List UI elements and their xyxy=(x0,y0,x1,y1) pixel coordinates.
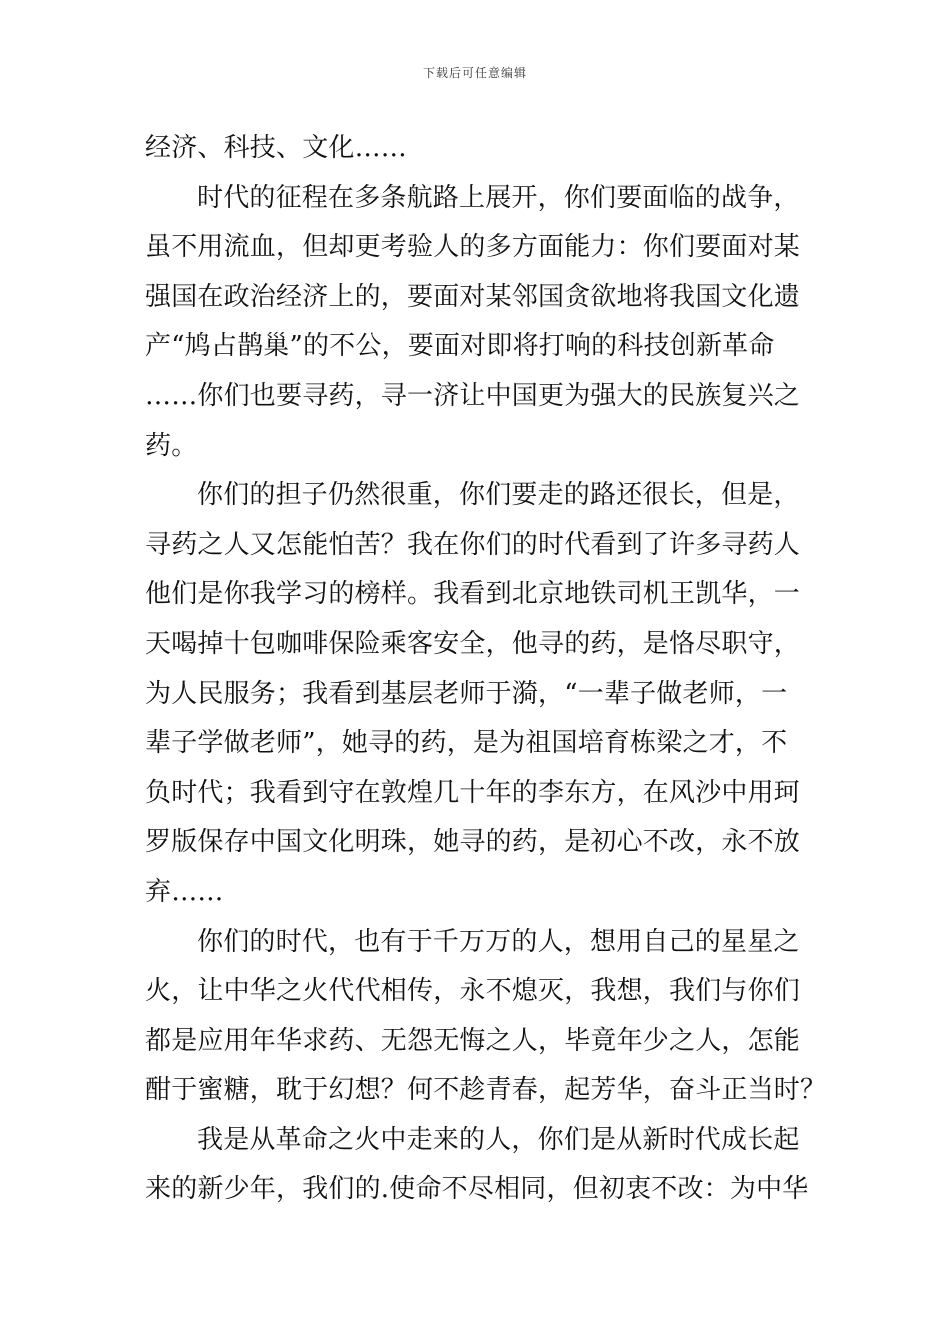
text-line: 时代的征程在多条航路上展开，你们要面临的战争， xyxy=(197,182,800,213)
text-line: 火，让中华之火代代相传，永不熄灭，我想，我们与你们 xyxy=(145,976,801,1007)
text-line: ……你们也要寻药，寻一济让中国更为强大的民族复兴之 xyxy=(145,380,801,411)
text-line: 我是从革命之火中走来的人，你们是从新时代成长起 xyxy=(197,1124,800,1155)
text-line: 产“鸠占鹊巢”的不公，要面对即将打响的科技创新革命 xyxy=(145,331,775,362)
paragraph xyxy=(145,471,810,917)
text-line: 天喝掉十包咖啡保险乘客安全，他寻的药，是恪尽职守， xyxy=(145,628,801,659)
text-line: 他们是你我学习的榜样。我看到北京地铁司机王凯华，一 xyxy=(145,579,801,610)
paragraph xyxy=(145,1116,810,1215)
text-line: 酣于蜜糖，耽于幻想？何不趁青春，起芳华，奋斗正当时？ xyxy=(145,1075,827,1106)
text-line: 寻药之人又怎能怕苦？我在你们的时代看到了许多寻药人 xyxy=(145,529,801,560)
text-line: 你们的时代，也有于千万万的人，想用自己的星星之 xyxy=(197,926,800,957)
paragraph xyxy=(145,918,827,1116)
text-line: 虽不用流血，但却更考验人的多方面能力：你们要面对某 xyxy=(145,232,801,263)
document-body xyxy=(145,124,827,1215)
text-line: 都是应用年华求药、无怨无悔之人，毕竟年少之人，怎能 xyxy=(145,1025,801,1056)
text-line: 来的新少年，我们的.使命不尽相同，但初衷不改：为中华 xyxy=(145,1174,809,1205)
paragraph xyxy=(145,174,810,472)
text-line: 药。 xyxy=(145,430,198,461)
text-line: 经济、科技、文化…… xyxy=(145,133,408,163)
text-line: 你们的担子仍然很重，你们要走的路还很长，但是， xyxy=(197,480,800,511)
text-line: 弃…… xyxy=(145,876,224,907)
text-line: 强国在政治经济上的，要面对某邻国贪欲地将我国文化遗 xyxy=(145,281,801,312)
text-line: 辈子学做老师”，她寻的药，是为祖国培育栋梁之才，不 xyxy=(145,728,788,759)
text-line: 罗版保存中国文化明珠，她寻的药，是初心不改，永不放 xyxy=(145,827,801,858)
page-header: 下载后可任意编辑 xyxy=(422,66,527,80)
text-line: 为人民服务；我看到基层老师于漪，“一辈子做老师，一 xyxy=(145,678,788,709)
text-line: 负时代；我看到守在敦煌几十年的李东方，在风沙中用珂 xyxy=(145,777,801,808)
paragraph xyxy=(145,124,810,174)
